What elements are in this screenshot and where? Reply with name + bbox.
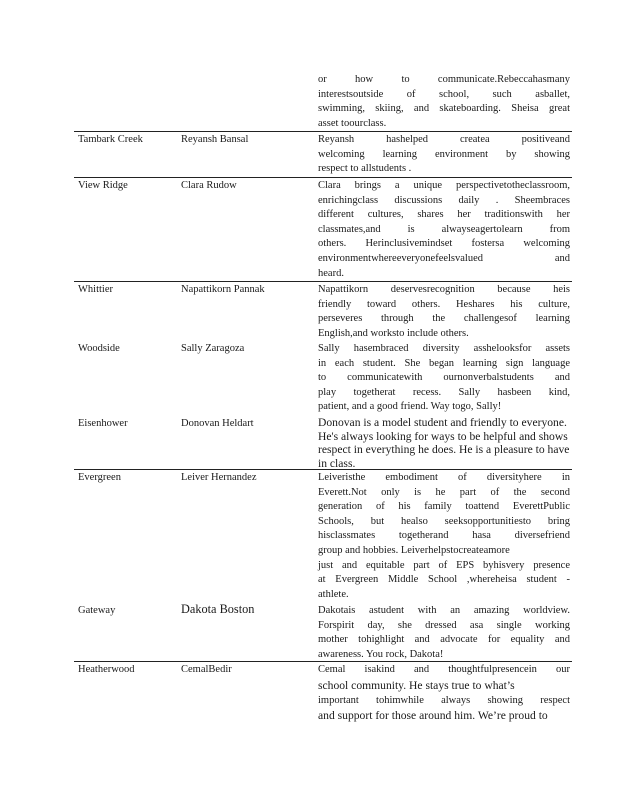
school-name: Woodside	[78, 343, 120, 354]
reason-text	[318, 471, 570, 602]
reason-line: Forspirit day, she dressed asa single working	[318, 619, 570, 631]
reason-line: interestsoutside of school, such asballet,	[318, 88, 570, 100]
reason-line: Napattikorn deservesrecognition because heis	[318, 284, 570, 295]
reason-line: just and equitable part of EPS byhisvery presence	[318, 559, 570, 571]
reason-line: mother tohighlight and advocate for equality and	[318, 634, 570, 646]
reason-line: or how to communicate.Rebeccahasmany	[318, 74, 570, 85]
reason-text	[318, 283, 570, 341]
reason-line: swimming, skiing, and skateboarding. Sheisa great	[318, 103, 570, 115]
reason-line: school community. He stays true to what’s	[318, 678, 515, 692]
student-name: Napattikorn Pannak	[181, 284, 265, 295]
reason-text	[318, 604, 570, 662]
reason-line: Everett.Not only is he part of the second	[318, 486, 570, 498]
reason-text-continued	[318, 73, 570, 131]
student-name: Dakota Boston	[181, 602, 255, 616]
reason-line: in each student. She began learning sign language	[318, 357, 570, 369]
reason-line: environmentwhereeveryonefeelsvalued and	[318, 252, 570, 264]
reason-line: to communicatewith ournonverbalstudents and	[318, 372, 570, 384]
reason-line: heard.	[318, 267, 344, 279]
reason-line: at Evergreen Middle School ,whereheisa student -	[318, 574, 570, 586]
reason-line: Schools, but healso seeksopportunitiesto bring	[318, 515, 570, 527]
school-name: Gateway	[78, 605, 116, 616]
reason-line: enrichingclass discussions daily . Sheembraces	[318, 194, 570, 206]
reason-line: Clara brings a unique perspectivetotheclassroom,	[318, 180, 570, 191]
reason-line: classmates,and is alwayseagertolearn from	[318, 223, 570, 235]
reason-line: He's always looking for ways to be helpful and shows	[318, 429, 568, 443]
reason-line: hisclassmates togetherand hasa diversefriend	[318, 530, 570, 542]
school-name: Eisenhower	[78, 418, 128, 429]
reason-line: perseveres through the challengesof learning	[318, 313, 570, 325]
reason-text	[318, 416, 570, 470]
reason-line: asset toourclass.	[318, 117, 387, 129]
school-name: View Ridge	[78, 180, 128, 191]
student-name: Reyansh Bansal	[181, 134, 249, 145]
reason-text	[318, 663, 570, 724]
reason-text	[318, 133, 570, 177]
school-name: Tambark Creek	[78, 134, 143, 145]
reason-line: different cultures, shares her traditionswith her	[318, 209, 570, 221]
reason-line: Leiveristhe embodiment of diversityhere in	[318, 472, 570, 483]
reason-line: Dakotais astudent with an amazing worldview.	[318, 605, 570, 616]
row-divider	[74, 661, 572, 662]
school-name: Heatherwood	[78, 664, 135, 675]
row-divider	[74, 469, 572, 470]
reason-line: others. Herinclusivemindset fostersa welcoming	[318, 238, 570, 250]
reason-line: respect to allstudents .	[318, 163, 412, 175]
student-name: Sally Zaragoza	[181, 343, 245, 354]
reason-line: Reyansh hashelped createa positiveand	[318, 134, 570, 145]
reason-line: play togetherat recess. Sally hasbeen kind,	[318, 386, 570, 398]
reason-line: athlete.	[318, 588, 349, 600]
reason-line: respect in everything he does. He is a pleasure to have	[318, 443, 570, 457]
reason-line: friendly toward others. Heshares his culture,	[318, 298, 570, 310]
reason-line: Donovan is a model student and friendly to everyone.	[318, 416, 567, 429]
reason-line: patient, and a good friend. Way togo, Sally!	[318, 401, 502, 413]
school-name: Evergreen	[78, 472, 121, 483]
reason-text	[318, 342, 570, 415]
school-name: Whittier	[78, 284, 113, 295]
reason-line: Sally hasembraced diversity asshelooksfor assets	[318, 343, 570, 354]
reason-line: English,and worksto include others.	[318, 327, 469, 339]
reason-line: in class.	[318, 456, 356, 470]
student-name: CemalBedir	[181, 664, 232, 675]
row-divider	[74, 177, 572, 178]
reason-line: generation of his family toattend EverettPublic	[318, 501, 570, 513]
reason-line: important tohimwhile always showing respect	[318, 694, 570, 706]
reason-line: group and hobbies. Leiverhelpstocreateamore	[318, 544, 510, 556]
reason-line: and support for those around him. We’re proud to	[318, 709, 548, 723]
row-divider	[74, 131, 572, 132]
reason-text	[318, 179, 570, 281]
reason-line: awareness. You rock, Dakota!	[318, 648, 444, 660]
student-name: Leiver Hernandez	[181, 472, 257, 483]
reason-line: Cemal isakind and thoughtfulpresencein our	[318, 664, 570, 675]
student-name: Donovan Heldart	[181, 418, 254, 429]
reason-line: welcoming learning environment by showing	[318, 148, 570, 160]
student-name: Clara Rudow	[181, 180, 237, 191]
row-divider	[74, 281, 572, 282]
